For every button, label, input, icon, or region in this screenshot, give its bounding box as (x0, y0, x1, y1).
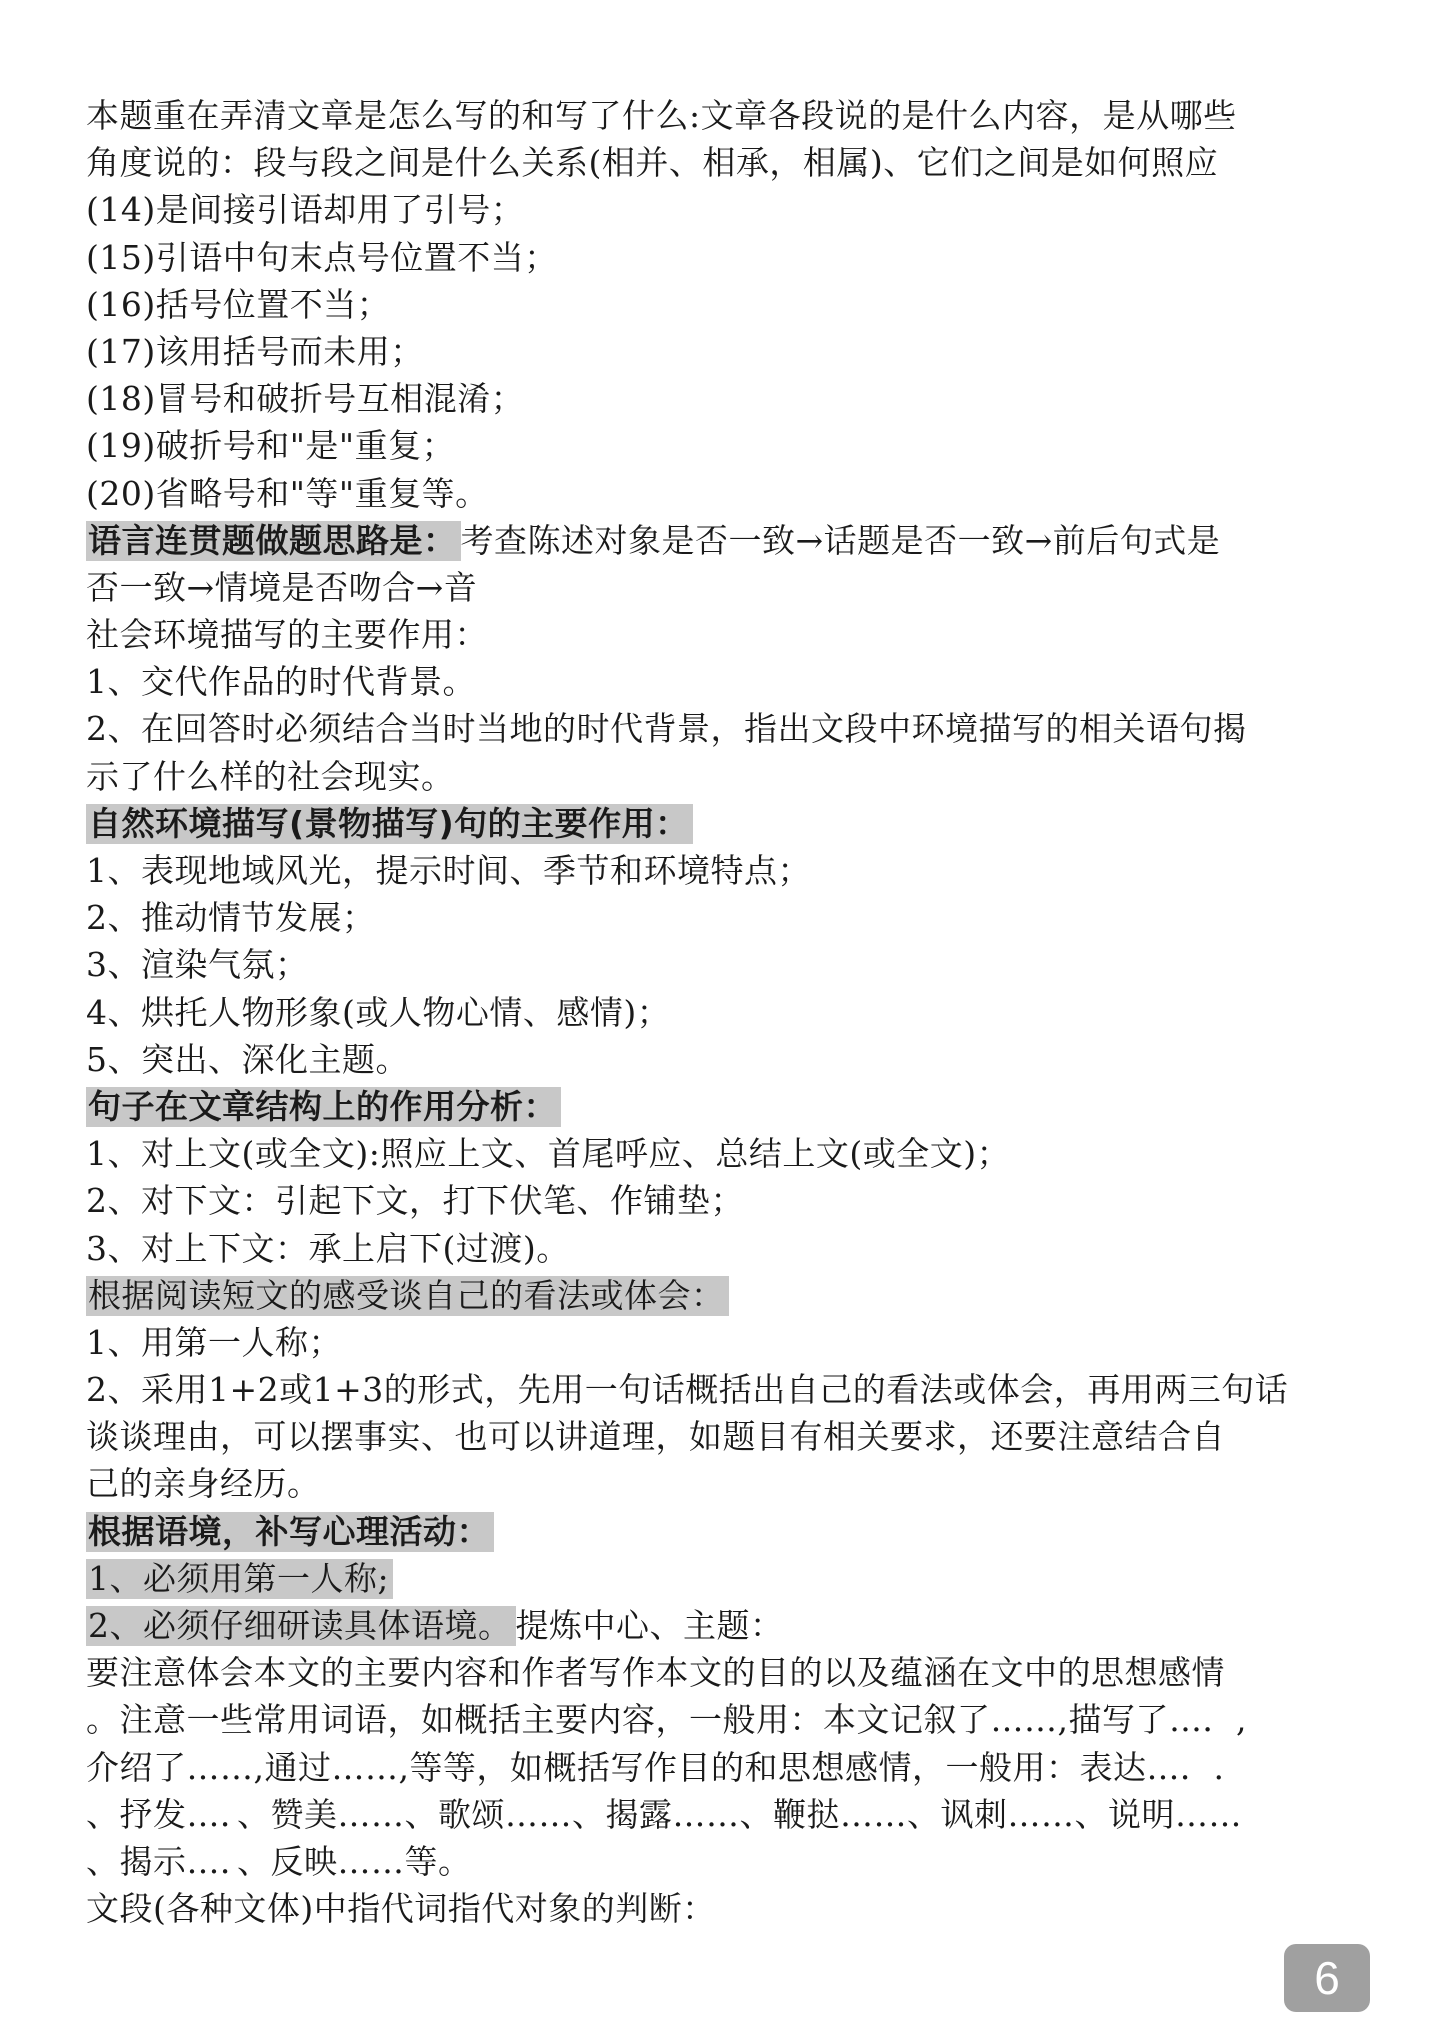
text-line: 、揭示…．、反映……等。 (86, 1841, 472, 1881)
list-item: 1、交代作品的时代背景。 (86, 662, 476, 702)
list-item: 示了什么样的社会现实。 (86, 756, 455, 796)
list-item: 1、对上文(或全文):照应上文、首尾呼应、总结上文(或全文)； (86, 1134, 1011, 1174)
list-item: 2、推动情节发展； (86, 898, 376, 938)
document-body (86, 92, 1352, 1932)
list-item: 3、对上下文：承上启下(过渡)。 (86, 1228, 570, 1268)
text-line: (20)省略号和"等"重复等。 (86, 473, 489, 513)
text-line: (15)引语中句末点号位置不当； (86, 237, 558, 277)
psychology-item: 2、必须仔细研读具体语境。 (86, 1606, 516, 1646)
sentence-structure-heading: 句子在文章结构上的作用分析： (86, 1087, 561, 1127)
text-line: (17)该用括号而未用； (86, 331, 424, 371)
coherence-heading: 语言连贯题做题思路是： (86, 521, 461, 561)
psychology-item-line (86, 1602, 1352, 1649)
reading-feeling-heading: 根据阅读短文的感受谈自己的看法或体会： (86, 1276, 729, 1316)
page-number-badge: 6 (1284, 1944, 1370, 2012)
text-line: (16)括号位置不当； (86, 284, 391, 324)
text-line: (18)冒号和破折号互相混淆； (86, 379, 525, 419)
text-line: (19)破折号和"是"重复； (86, 426, 456, 466)
coherence-text: 考查陈述对象是否一致→话题是否一致→前后句式是 (460, 520, 1221, 560)
psychology-item-line (86, 1555, 1352, 1602)
list-item: 2、对下文：引起下文，打下伏笔、作铺垫； (86, 1181, 744, 1221)
text-line: 否一致→情境是否吻合→音 (86, 567, 478, 607)
list-item: 4、烘托人物形象(或人物心情、感情)； (86, 992, 671, 1032)
theme-title: 提炼中心、主题： (515, 1606, 784, 1645)
list-item: 1、表现地域风光，提示时间、季节和环境特点； (86, 851, 811, 890)
text-line: 文段(各种文体)中指代词指代对象的判断： (86, 1889, 716, 1929)
psychology-heading: 根据语境，补写心理活动： (86, 1512, 494, 1552)
text-line: 介绍了……,通过……,等等，如概括写作目的和思想感情，一般用：表达…．. (86, 1747, 1225, 1787)
list-item: 2、在回答时必须结合当时当地的时代背景，指出文段中环境描写的相关语句揭 (86, 709, 1247, 749)
psychology-item: 1、必须用第一人称; (86, 1559, 393, 1599)
psychology-heading-line (86, 1508, 1352, 1555)
list-item: 5、突出、深化主题。 (86, 1039, 409, 1079)
natural-env-heading: 自然环境描写(景物描写)句的主要作用： (86, 804, 693, 844)
coherence-line (86, 517, 1352, 564)
natural-env-heading-line (86, 800, 1352, 847)
text-line: 。注意一些常用词语，如概括主要内容，一般用：本文记叙了……,描写了…．, (86, 1700, 1247, 1740)
text-line: 本题重在弄清文章是怎么写的和写了什么:文章各段说的是什么内容，是从哪些 (86, 96, 1237, 135)
text-line: 要注意体会本文的主要内容和作者写作本文的目的以及蕴涵在文中的思想感情 (86, 1653, 1225, 1693)
text-line: 角度说的：段与段之间是什么关系(相并、相承，相属)、它们之间是如何照应 (86, 143, 1219, 183)
list-item: 谈谈理由，可以摆事实、也可以讲道理，如题目有相关要求，还要注意结合自 (86, 1417, 1225, 1457)
text-line: (14)是间接引语却用了引号； (86, 190, 525, 230)
sentence-structure-heading-line (86, 1083, 1352, 1130)
list-item: 2、采用1+2或1+3的形式，先用一句话概括出自己的看法或体会，再用两三句话 (86, 1370, 1289, 1410)
text-line: 、抒发…．、赞美……、歌颂……、揭露……、鞭挞……、讽刺……、说明…… (86, 1794, 1242, 1834)
list-item: 1、用第一人称； (86, 1322, 342, 1362)
list-item: 己的亲身经历。 (86, 1464, 321, 1504)
social-env-title: 社会环境描写的主要作用： (86, 615, 488, 655)
reading-feeling-heading-line (86, 1272, 1352, 1319)
list-item: 3、渲染气氛； (86, 945, 309, 985)
